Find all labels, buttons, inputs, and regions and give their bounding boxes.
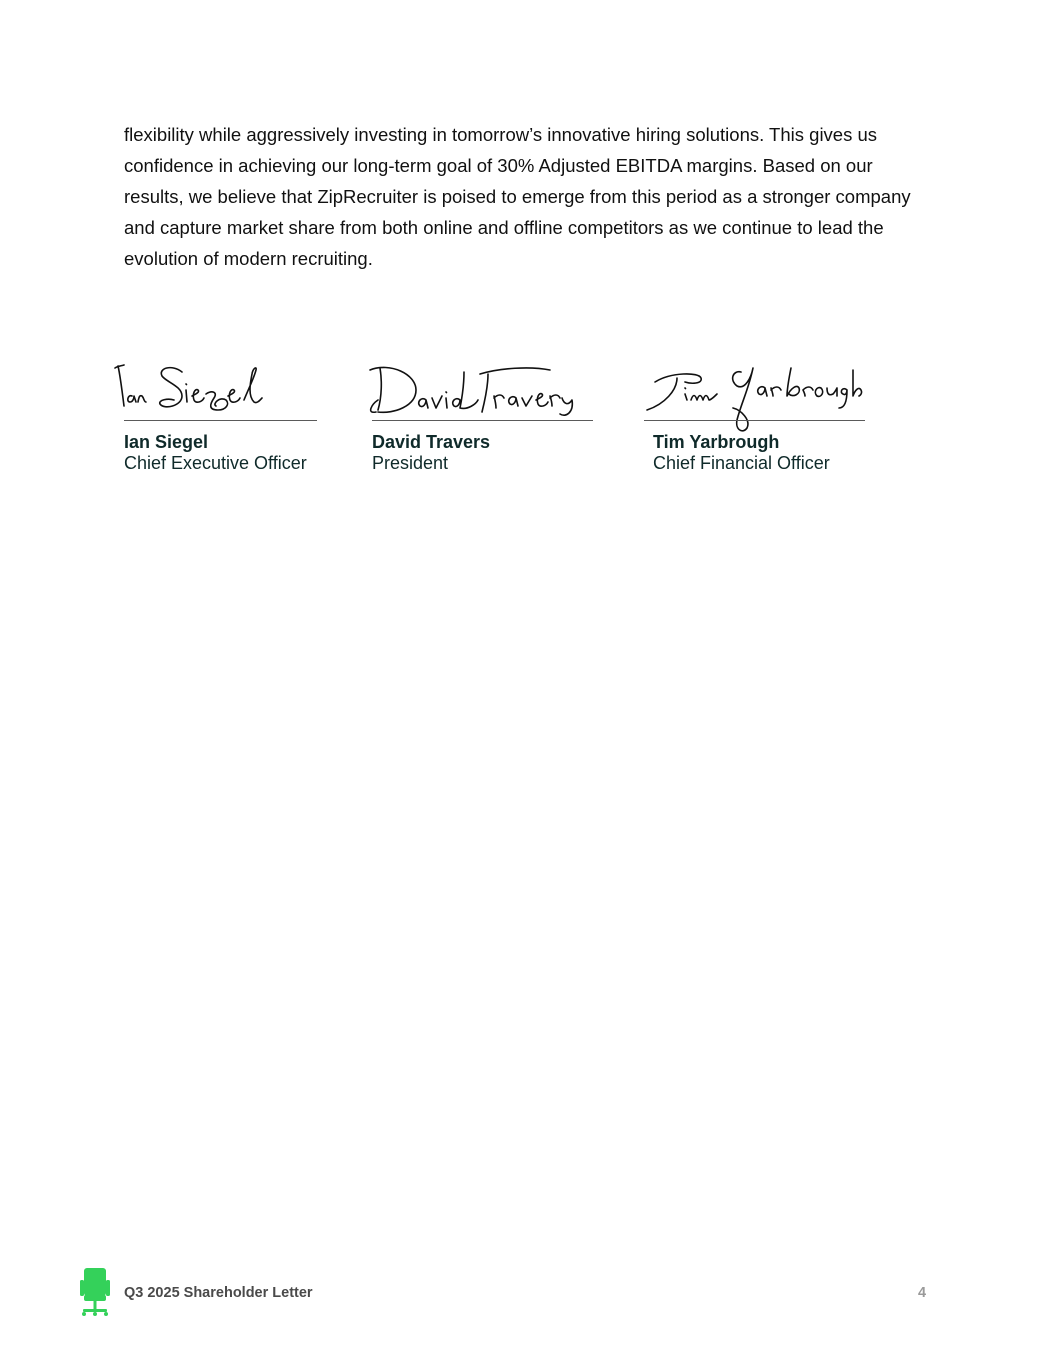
signer-title: Chief Executive Officer — [124, 453, 307, 473]
signature-ian-siegel — [112, 360, 272, 420]
closing-paragraph: flexibility while aggressively investing in tomorrow’s innovative hiring solutions. This gives us confidence in achieving our long-term goal of 30% Adjusted EBITDA margins. Based on our results, we believe that ZipRecruiter is poised to emerge from this period as a stronger company and capture market share from both online and offline competitors as we continue to lead the evolution of modern recruiting. — [124, 124, 911, 269]
signer-title: Chief Financial Officer — [653, 453, 830, 473]
signature-david-travers — [360, 360, 590, 422]
office-chair-icon — [78, 1266, 112, 1320]
page-number: 4 — [918, 1285, 927, 1301]
signature-line — [372, 420, 593, 421]
signer-name: David Travers — [372, 432, 491, 452]
signature-line — [644, 420, 865, 421]
signature-line — [124, 420, 317, 421]
signer-title: President — [372, 453, 449, 473]
signer-name: Tim Yarbrough — [653, 432, 780, 452]
signer-name: Ian Siegel — [124, 432, 209, 452]
signature-tim-yarbrough — [641, 360, 866, 435]
footer-document-title: Q3 2025 Shareholder Letter — [124, 1285, 313, 1301]
